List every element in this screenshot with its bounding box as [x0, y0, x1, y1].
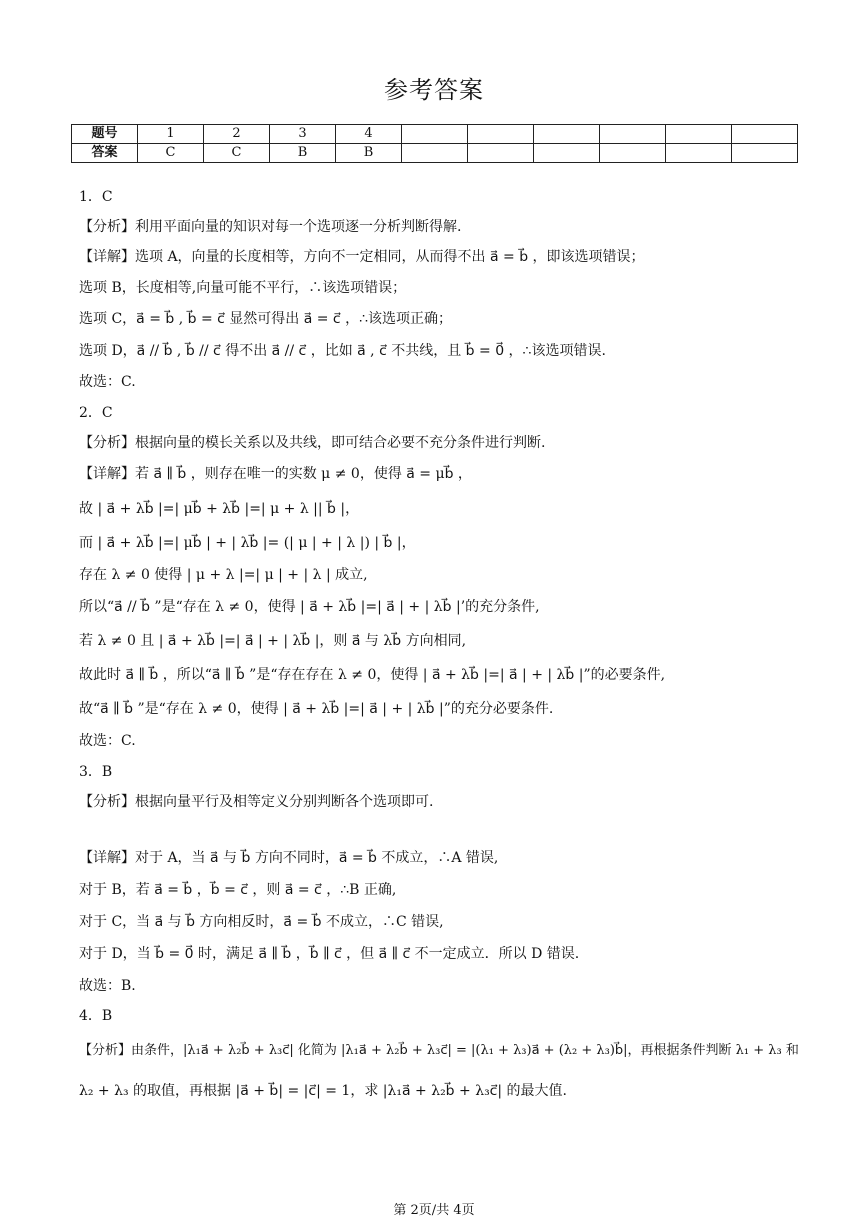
- detail-line: 对于 D，当 b⃗ = 0⃗ 时，满足 a⃗ ∥ b⃗ ，b⃗ ∥ c⃗ ，但 a⃗ ∥ c⃗ 不一定成立．所以 D 错误.: [79, 946, 580, 962]
- answer-cell: C: [204, 144, 270, 163]
- detail-line: 故此时 a⃗ ∥ b⃗ ，所以“a⃗ ∥ b⃗ ”是“存在存在 λ ≠ 0，使得 | a⃗ + λb⃗ |=| a⃗ | + | λb⃗ |”的必要条件,: [79, 667, 666, 683]
- answer-table-answer-row: [72, 144, 798, 163]
- question-number-cell: [666, 125, 732, 144]
- answer-cell: C: [138, 144, 204, 163]
- question-number-cell: [732, 125, 798, 144]
- analysis-line: λ₂ + λ₃ 的取值，再根据 |a⃗ + b⃗| = |c⃗| = 1，求 |λ₁a⃗ + λ₂b⃗ + λ₃c⃗| 的最大值.: [79, 1083, 567, 1099]
- question-number-cell: 1: [138, 125, 204, 144]
- answer-table: [71, 124, 798, 163]
- question-number-cell: 3: [270, 125, 336, 144]
- answer-table-header-row: [72, 125, 798, 144]
- detail-line: 选项 D，a⃗ // b⃗ , b⃗ // c⃗ 得不出 a⃗ // c⃗ ，比如 a⃗ , c⃗ 不共线，且 b⃗ = 0⃗ ，∴该选项错误.: [79, 343, 606, 359]
- question-number-cell: 4: [336, 125, 402, 144]
- detail-line: 对于 B，若 a⃗ = b⃗ ，b⃗ = c⃗ ，则 a⃗ = c⃗ ，∴B 正确,: [79, 882, 397, 898]
- analysis-line: 【分析】根据向量平行及相等定义分别判断各个选项即可.: [79, 794, 434, 810]
- answer-cell: [600, 144, 666, 163]
- answer-heading-4: 4．B: [79, 1008, 113, 1024]
- analysis-line: 【分析】利用平面向量的知识对每一个选项逐一分析判断得解.: [79, 219, 462, 235]
- answer-cell: [468, 144, 534, 163]
- detail-line: 选项 C，a⃗ = b⃗ , b⃗ = c⃗ 显然可得出 a⃗ = c⃗ ，∴该选项正确；: [79, 311, 452, 327]
- detail-line: 【详解】对于 A，当 a⃗ 与 b⃗ 方向不同时，a⃗ = b⃗ 不成立，∴A 错误,: [79, 850, 499, 866]
- detail-line: 故 | a⃗ + λb⃗ |=| μb⃗ + λb⃗ |=| μ + λ || b⃗ |，: [79, 501, 360, 517]
- question-number-cell: [402, 125, 468, 144]
- answer-table-answer-label: 答案: [72, 144, 138, 163]
- answer-cell: B: [270, 144, 336, 163]
- detail-line: 而 | a⃗ + λb⃗ |=| μb⃗ | + | λb⃗ |= (| μ | + | λ |) | b⃗ |，: [79, 535, 416, 551]
- detail-line: 选项 B，长度相等,向量可能不平行，∴该选项错误；: [79, 280, 407, 296]
- detail-line: 故“a⃗ ∥ b⃗ ”是“存在 λ ≠ 0，使得 | a⃗ + λb⃗ |=| a⃗ | + | λb⃗ |”的充分必要条件.: [79, 701, 554, 717]
- answer-cell: [402, 144, 468, 163]
- detail-line: 若 λ ≠ 0 且 | a⃗ + λb⃗ |=| a⃗ | + | λb⃗ |，则 a⃗ 与 λb⃗ 方向相同,: [79, 633, 467, 649]
- question-number-cell: [468, 125, 534, 144]
- conclusion-line: 故选：C.: [79, 733, 136, 749]
- detail-line: 【详解】选项 A，向量的长度相等，方向不一定相同，从而得不出 a⃗ = b⃗ ，即该选项错误；: [79, 249, 645, 265]
- detail-line: 存在 λ ≠ 0 使得 | μ + λ |=| μ | + | λ | 成立,: [79, 567, 368, 583]
- question-number-cell: [600, 125, 666, 144]
- analysis-line: 【分析】由条件，|λ₁a⃗ + λ₂b⃗ + λ₃c⃗| 化简为 |λ₁a⃗ + λ₂b⃗ + λ₃c⃗| = |(λ₁ + λ₃)a⃗ + (λ₂ + λ₃)b⃗|，再根据条件判断 λ₁ + λ₃ 和: [79, 1043, 799, 1058]
- answer-cell: B: [336, 144, 402, 163]
- conclusion-line: 故选：C.: [79, 374, 136, 390]
- page-title: 参考答案: [384, 76, 484, 104]
- answer-heading-1: 1．C: [79, 189, 113, 205]
- question-number-cell: [534, 125, 600, 144]
- answer-heading-2: 2．C: [79, 405, 113, 421]
- page-footer: 第 2页/共 4页: [393, 1203, 475, 1218]
- answer-cell: [534, 144, 600, 163]
- detail-line: 所以“a⃗ // b⃗ ”是“存在 λ ≠ 0，使得 | a⃗ + λb⃗ |=| a⃗ | + | λb⃗ |’的充分条件,: [79, 599, 540, 615]
- detail-line: 对于 C，当 a⃗ 与 b⃗ 方向相反时，a⃗ = b⃗ 不成立，∴C 错误,: [79, 914, 444, 930]
- answer-cell: [732, 144, 798, 163]
- detail-line: 【详解】若 a⃗ ∥ b⃗ ，则存在唯一的实数 μ ≠ 0，使得 a⃗ = μb⃗ ，: [79, 466, 472, 482]
- answer-cell: [666, 144, 732, 163]
- conclusion-line: 故选：B.: [79, 978, 136, 994]
- question-number-cell: 2: [204, 125, 270, 144]
- answer-heading-3: 3．B: [79, 764, 113, 780]
- answer-table-header-label: 题号: [72, 125, 138, 144]
- analysis-line: 【分析】根据向量的模长关系以及共线，即可结合必要不充分条件进行判断.: [79, 435, 546, 451]
